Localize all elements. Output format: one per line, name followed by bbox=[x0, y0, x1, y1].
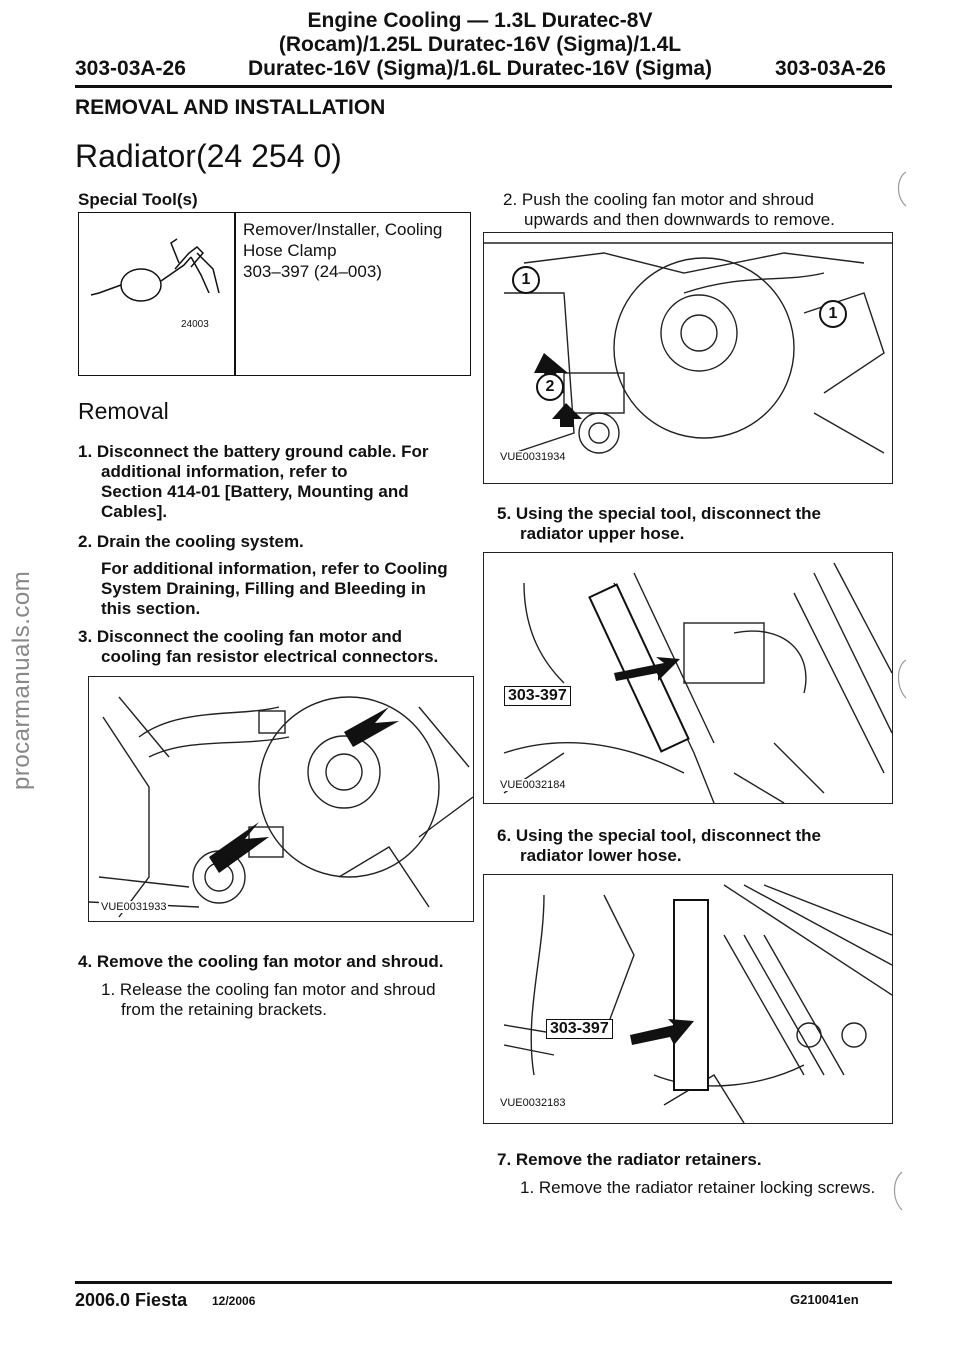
callout-2: 2 bbox=[536, 373, 564, 401]
section-heading: REMOVAL AND INSTALLATION bbox=[75, 96, 386, 119]
figure5-code: VUE0032184 bbox=[500, 779, 566, 791]
step1-line1: 1. Disconnect the battery ground cable. For bbox=[78, 442, 429, 461]
step4-sub2-line2: upwards and then downwards to remove. bbox=[524, 210, 835, 229]
figure5-tool-label: 303-397 bbox=[504, 686, 571, 706]
step2-note-line2: System Draining, Filling and Bleeding in bbox=[101, 579, 426, 598]
header-title-line3: Duratec-16V (Sigma)/1.6L Duratec-16V (Sigma) bbox=[247, 57, 713, 80]
page-number-right: 303-03A-26 bbox=[775, 57, 886, 80]
fan-shroud-illustration bbox=[484, 233, 892, 483]
step1-line3: Section 414-01 [Battery, Mounting and bbox=[101, 482, 409, 501]
margin-brackets bbox=[888, 170, 912, 1230]
footer-model: 2006.0 Fiesta bbox=[75, 1290, 188, 1310]
figure-fan-connectors bbox=[88, 676, 474, 922]
step2: 2. Drain the cooling system. bbox=[78, 532, 304, 551]
figure3-code: VUE0031933 bbox=[101, 901, 167, 913]
fan-connectors-illustration bbox=[89, 677, 473, 921]
step3-line2: cooling fan resistor electrical connectors. bbox=[101, 647, 439, 666]
procedure-title: Radiator(24 254 0) bbox=[75, 138, 342, 174]
arrow-down-icon bbox=[552, 403, 582, 427]
header-title-line1: Engine Cooling — 1.3L Duratec-8V bbox=[307, 9, 653, 32]
step7-sub1: 1. Remove the radiator retainer locking screws. bbox=[520, 1178, 876, 1197]
step2-note-line1: For additional information, refer to Cooling bbox=[101, 559, 448, 578]
step6-line1: 6. Using the special tool, disconnect the bbox=[497, 826, 822, 845]
header-rule bbox=[75, 85, 892, 88]
step4-sub2-line1: 2. Push the cooling fan motor and shroud bbox=[503, 190, 814, 209]
step3-line1: 3. Disconnect the cooling fan motor and bbox=[78, 627, 402, 646]
tool-description-line1: Remover/Installer, Cooling bbox=[243, 220, 443, 239]
special-tool-shape-lower bbox=[674, 900, 708, 1090]
lower-hose-illustration bbox=[484, 875, 892, 1123]
figure6-tool-label: 303-397 bbox=[546, 1019, 613, 1039]
arrow-upper-connector-icon bbox=[344, 707, 399, 747]
step5-line1: 5. Using the special tool, disconnect the bbox=[497, 504, 822, 523]
tool-number: 303–397 (24–003) bbox=[243, 262, 382, 281]
step1-line4: Cables]. bbox=[101, 502, 168, 521]
step1-line2: additional information, refer to bbox=[101, 462, 348, 481]
figure4-code: VUE0031934 bbox=[500, 451, 566, 463]
step4-sub1-line2: from the retaining brackets. bbox=[121, 1000, 327, 1019]
footer-doc-code: G210041en bbox=[790, 1292, 859, 1307]
footer-date: 12/2006 bbox=[212, 1294, 256, 1308]
step4: 4. Remove the cooling fan motor and shroud. bbox=[78, 952, 444, 971]
table-divider bbox=[234, 213, 236, 375]
step2-note-line3: this section. bbox=[101, 599, 201, 618]
step6-line2: radiator lower hose. bbox=[520, 846, 682, 865]
removal-heading: Removal bbox=[78, 398, 169, 424]
hose-clamp-tool-icon bbox=[79, 213, 234, 375]
figure6-code: VUE0032183 bbox=[500, 1097, 566, 1109]
figure-upper-hose bbox=[483, 552, 893, 804]
callout-1-left: 1 bbox=[512, 266, 540, 294]
page-number-left: 303-03A-26 bbox=[75, 57, 186, 80]
figure-fan-shroud bbox=[483, 232, 893, 484]
step5-line2: radiator upper hose. bbox=[520, 524, 685, 543]
figure-lower-hose bbox=[483, 874, 893, 1124]
special-tools-table bbox=[78, 212, 471, 376]
step4-sub1-line1: 1. Release the cooling fan motor and shroud bbox=[101, 980, 436, 999]
tool-image-code: 24003 bbox=[181, 319, 209, 330]
upper-hose-illustration bbox=[484, 553, 892, 803]
callout-1-right: 1 bbox=[819, 300, 847, 328]
step7: 7. Remove the radiator retainers. bbox=[497, 1150, 762, 1169]
watermark-vertical: procarmanuals.com bbox=[8, 570, 35, 790]
arrow-lower-connector-icon bbox=[209, 822, 269, 873]
header-title-line2: (Rocam)/1.25L Duratec-16V (Sigma)/1.4L bbox=[278, 33, 682, 56]
tool-description-line2: Hose Clamp bbox=[243, 241, 337, 260]
footer-rule bbox=[75, 1281, 892, 1284]
special-tools-heading: Special Tool(s) bbox=[78, 190, 198, 209]
